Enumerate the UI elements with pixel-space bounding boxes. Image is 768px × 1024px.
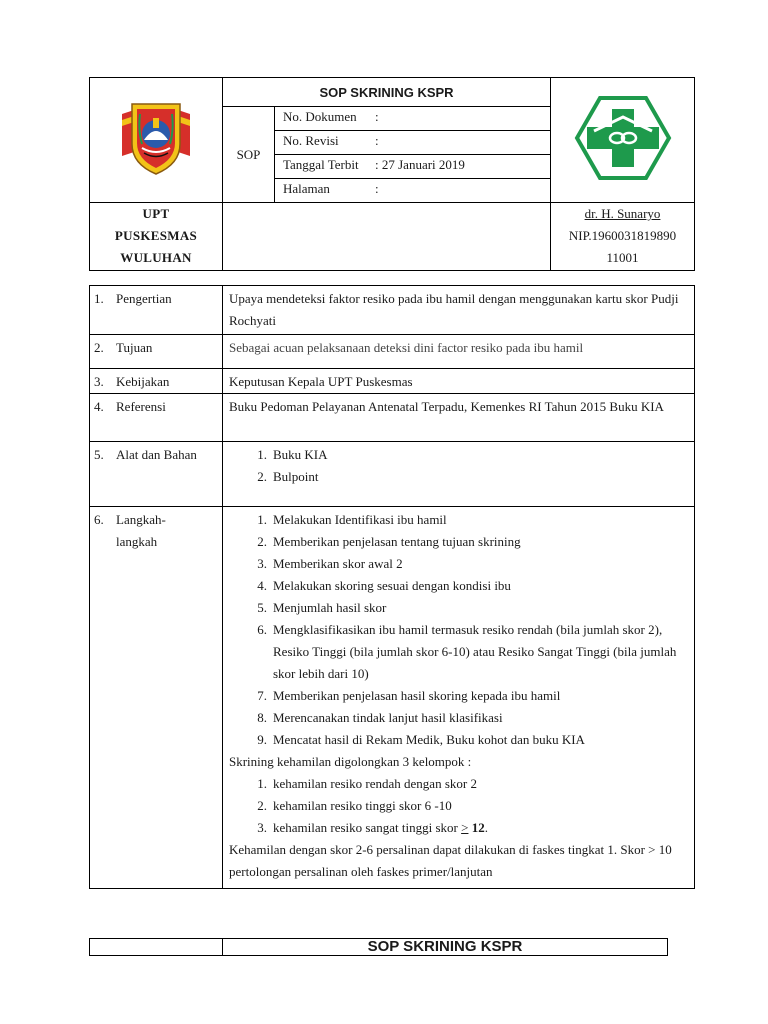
section-row xyxy=(90,442,695,507)
section-tujuan-text: Sebagai acuan pelaksanaan deteksi dini factor resiko pada ibu hamil xyxy=(223,335,695,369)
list-item: 7. Memberikan penjelasan hasil skoring kepada ibu hamil xyxy=(257,688,561,703)
organization-name xyxy=(90,203,223,271)
tanggal-terbit-row xyxy=(275,155,551,179)
tanggal-terbit-label: Tanggal Terbit xyxy=(283,157,359,172)
halaman-row xyxy=(275,179,551,203)
no-revisi-row xyxy=(275,131,551,155)
tanggal-terbit-value: : 27 Januari 2019 xyxy=(375,157,465,172)
list-item: 5. Menjumlah hasil skor xyxy=(257,600,387,615)
org-line-1: UPT xyxy=(142,206,170,221)
signatory-nip-line-1: NIP.1960031819890 xyxy=(568,228,677,243)
list-item: 3. kehamilan resiko sangat tinggi skor > 12. xyxy=(257,820,488,835)
greater-equal-sign: > xyxy=(461,820,469,835)
section-title: Alat dan Bahan xyxy=(116,447,197,462)
no-dokumen-label: No. Dokumen xyxy=(283,109,357,124)
halaman-value: : xyxy=(375,181,379,196)
section-number: 6. xyxy=(94,512,104,527)
section-row xyxy=(90,507,695,889)
next-page-logo-cell xyxy=(90,939,223,956)
list-item: 6. Mengklasifikasikan ibu hamil termasuk resiko rendah (bila jumlah skor 2), Resiko Tinggi (bila jumlah skor 6-10) atau Resiko Sangat Tinggi (bila jumlah skor lebih dari 10) xyxy=(257,622,677,681)
right-logo-cell xyxy=(551,78,695,203)
next-page-title: SOP SKRINING KSPR xyxy=(223,939,668,956)
section-number: 3. xyxy=(94,374,104,389)
section-row xyxy=(90,394,695,442)
org-line-2: PUSKESMAS xyxy=(114,228,198,243)
no-dokumen-value: : xyxy=(375,109,379,124)
section-row xyxy=(90,335,695,369)
signatory-nip-line-2: 11001 xyxy=(606,250,639,265)
left-logo-cell xyxy=(90,78,223,203)
section-referensi-text: Buku Pedoman Pelayanan Antenatal Terpadu, Kemenkes RI Tahun 2015 Buku KIA xyxy=(223,394,695,442)
list-item: 4. Melakukan skoring sesuai dengan kondisi ibu xyxy=(257,578,511,593)
section-number: 4. xyxy=(94,399,104,414)
steps-list xyxy=(229,509,688,751)
group-intro: Skrining kehamilan digolongkan 3 kelompok : xyxy=(229,754,472,769)
section-number: 5. xyxy=(94,447,104,462)
section-label xyxy=(90,286,223,335)
signatory-name: dr. H. Sunaryo xyxy=(584,206,661,221)
list-item: 1. kehamilan resiko rendah dengan skor 2 xyxy=(257,776,477,791)
sop-content-table xyxy=(89,285,695,889)
closing-note: Kehamilan dengan skor 2-6 persalinan dapat dilakukan di faskes tingkat 1. Skor > 10 pertolongan persalinan oleh faskes primer/lanjutan xyxy=(229,842,672,879)
sop-label: SOP xyxy=(223,107,275,203)
blank-cell xyxy=(223,203,551,271)
section-kebijakan-text: Keputusan Kepala UPT Puskesmas xyxy=(223,369,695,394)
list-item: 2. Memberikan penjelasan tentang tujuan skrining xyxy=(257,534,521,549)
section-title-continued: langkah xyxy=(116,534,158,549)
section-row xyxy=(90,286,695,335)
signatory xyxy=(551,203,695,271)
no-revisi-value: : xyxy=(375,133,379,148)
section-row xyxy=(90,369,695,394)
materials-list xyxy=(229,444,688,488)
org-line-3: WULUHAN xyxy=(120,250,192,265)
list-item: 9. Mencatat hasil di Rekam Medik, Buku kohot dan buku KIA xyxy=(257,732,585,747)
section-langkah xyxy=(223,507,695,889)
section-number: 1. xyxy=(94,291,104,306)
list-item: 8. Merencanakan tindak lanjut hasil klasifikasi xyxy=(257,710,503,725)
section-title: Kebijakan xyxy=(116,374,170,389)
puskesmas-logo-icon xyxy=(574,95,672,181)
list-item: 2. Bulpoint xyxy=(257,469,319,484)
sop-header-table xyxy=(89,77,695,271)
section-label xyxy=(90,369,223,394)
section-number: 2. xyxy=(94,340,104,355)
section-label xyxy=(90,394,223,442)
section-title: Referensi xyxy=(116,399,166,414)
no-revisi-label: No. Revisi xyxy=(283,133,339,148)
regional-emblem-icon xyxy=(120,100,192,176)
document-title: SOP SKRINING KSPR xyxy=(223,78,551,107)
list-item: 1. Melakukan Identifikasi ibu hamil xyxy=(257,512,447,527)
next-page-header xyxy=(89,938,668,956)
section-alat-bahan xyxy=(223,442,695,507)
list-item: 3. Memberikan skor awal 2 xyxy=(257,556,403,571)
section-label xyxy=(90,507,223,889)
list-item: 1. Buku KIA xyxy=(257,447,328,462)
section-title: Langkah- xyxy=(116,512,166,527)
section-title: Pengertian xyxy=(116,291,172,306)
halaman-label: Halaman xyxy=(283,181,330,196)
section-title: Tujuan xyxy=(116,340,153,355)
section-pengertian-text: Upaya mendeteksi faktor resiko pada ibu hamil dengan menggunakan kartu skor Pudji Rochyati xyxy=(223,286,695,335)
threshold-value: 12 xyxy=(471,820,485,835)
section-label xyxy=(90,335,223,369)
list-item: 2. kehamilan resiko tinggi skor 6 -10 xyxy=(257,798,452,813)
section-label xyxy=(90,442,223,507)
risk-groups-list xyxy=(229,773,688,839)
no-dokumen-row xyxy=(275,107,551,131)
